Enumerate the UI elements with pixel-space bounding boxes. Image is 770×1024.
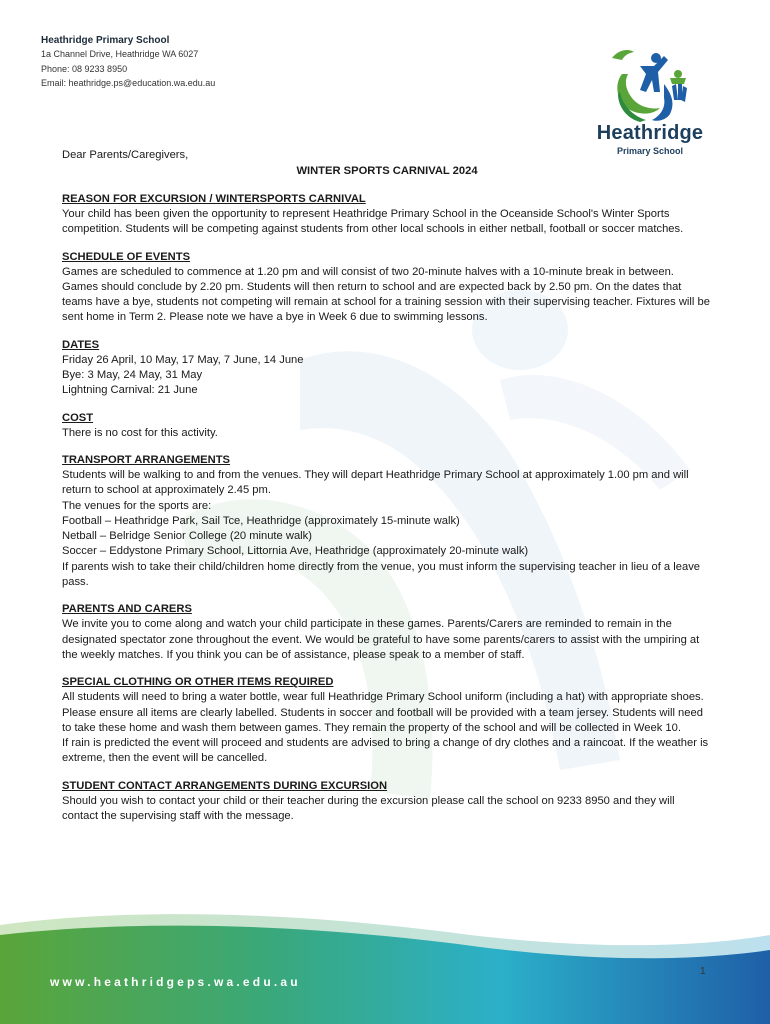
- section-paragraph: If rain is predicted the event will proceed and students are advised to bring a change of dry clothes and a raincoat. If the weather is extreme, then the event will be cancelled.: [62, 737, 709, 765]
- section-paragraph: If parents wish to take their child/children home directly from the venue, you must inform the supervising teacher in lieu of a leave pass.: [62, 560, 701, 589]
- section-contact: [62, 779, 712, 825]
- logo-emblem-icon: [580, 44, 720, 124]
- section-schedule: [62, 250, 712, 326]
- footer-website: www.heathridgeps.wa.edu.au: [50, 975, 301, 989]
- logo-wordmark: Heathridge: [596, 122, 704, 144]
- school-contact-block: [41, 34, 215, 91]
- section-paragraph: Your child has been given the opportunity to represent Heathridge Primary School in the Oceanside School's Winter Sports competition. Students will be competing against students from other local schools in either netball, football or soccer matches.: [62, 208, 684, 236]
- footer-wave-graphic: [0, 905, 770, 1024]
- section-paragraph: Bye: 3 May, 24 May, 31 May: [62, 369, 203, 382]
- section-heading: DATES: [62, 338, 100, 351]
- section-reason: [62, 192, 712, 238]
- section-heading: PARENTS AND CARERS: [62, 603, 192, 616]
- section-paragraph: We invite you to come along and watch your child participate in these games. Parents/Carers are reminded to remain in the designated spectator zone throughout the event. We would be grateful to have some parents/carers to assist with the umpiring at the weekly matches. If you think you can be of assistance, please speak to a member of staff.: [62, 618, 700, 661]
- section-heading: REASON FOR EXCURSION / WINTERSPORTS CARNIVAL: [62, 193, 366, 205]
- section-transport: [62, 453, 712, 590]
- school-email: Email: heathridge.ps@education.wa.edu.au: [41, 78, 216, 88]
- school-address: 1a Channel Drive, Heathridge WA 6027: [41, 49, 199, 59]
- school-phone: Phone: 08 9233 8950: [41, 63, 128, 74]
- section-heading: TRANSPORT ARRANGEMENTS: [62, 453, 231, 466]
- section-heading: SCHEDULE OF EVENTS: [62, 250, 191, 263]
- section-paragraph: All students will need to bring a water bottle, wear full Heathridge Primary School uniform (including a hat) with appropriate shoes. Please ensure all items are clearly labelled. Students in soccer and football will be provided with a team jersey. Students will need to take these home and wash them between games. They remain the property of the school and will be collected in Week 10.: [62, 691, 704, 734]
- school-logo: [580, 44, 720, 162]
- section-parents: [62, 602, 712, 663]
- section-paragraph: Students will be walking to and from the venues. They will depart Heathridge Primary School at approximately 1.00 pm and will return to school at approximately 2.45 pm.: [62, 468, 689, 497]
- section-heading: STUDENT CONTACT ARRANGEMENTS DURING EXCURSION: [62, 779, 388, 792]
- page-number: 1: [700, 966, 706, 977]
- school-name: Heathridge Primary School: [41, 35, 170, 46]
- section-cost: [62, 411, 712, 441]
- section-paragraph: Games are scheduled to commence at 1.20 pm and will consist of two 20-minute halves with a 10-minute break in between. Games should conclude by 2.20 pm. Students will then return to school and are expected back by 2.50 pm. On the dates that teams have a bye, students not competing will remain at school for a training session with their supervising teacher. Fixtures will be sent home in Term 2. Please note we have a bye in Week 6 due to swimming lessons.: [62, 265, 710, 324]
- greeting: Dear Parents/Caregivers,: [62, 149, 189, 161]
- section-paragraph: Netball – Belridge Senior College (20 minute walk): [62, 530, 312, 543]
- section-paragraph: The venues for the sports are:: [62, 499, 212, 512]
- section-clothing: [62, 675, 712, 766]
- section-heading: SPECIAL CLOTHING OR OTHER ITEMS REQUIRED: [62, 676, 334, 689]
- logo-subtitle: Primary School: [616, 146, 684, 156]
- letter-title: WINTER SPORTS CARNIVAL 2024: [296, 165, 478, 177]
- letter-body: [62, 148, 712, 824]
- section-paragraph: Lightning Carnival: 21 June: [62, 384, 198, 397]
- section-paragraph: Should you wish to contact your child or their teacher during the excursion please call the school on 9233 8950 and they will contact the supervising staff with the message.: [62, 794, 675, 823]
- section-paragraph: Soccer – Eddystone Primary School, Littornia Ave, Heathridge (approximately 20-minute walk): [62, 545, 529, 558]
- section-paragraph: There is no cost for this activity.: [62, 426, 218, 439]
- section-paragraph: Friday 26 April, 10 May, 17 May, 7 June, 14 June: [62, 353, 304, 366]
- section-heading: COST: [62, 411, 94, 424]
- section-dates: [62, 338, 712, 399]
- section-paragraph: Football – Heathridge Park, Sail Tce, Heathridge (approximately 15-minute walk): [62, 514, 460, 527]
